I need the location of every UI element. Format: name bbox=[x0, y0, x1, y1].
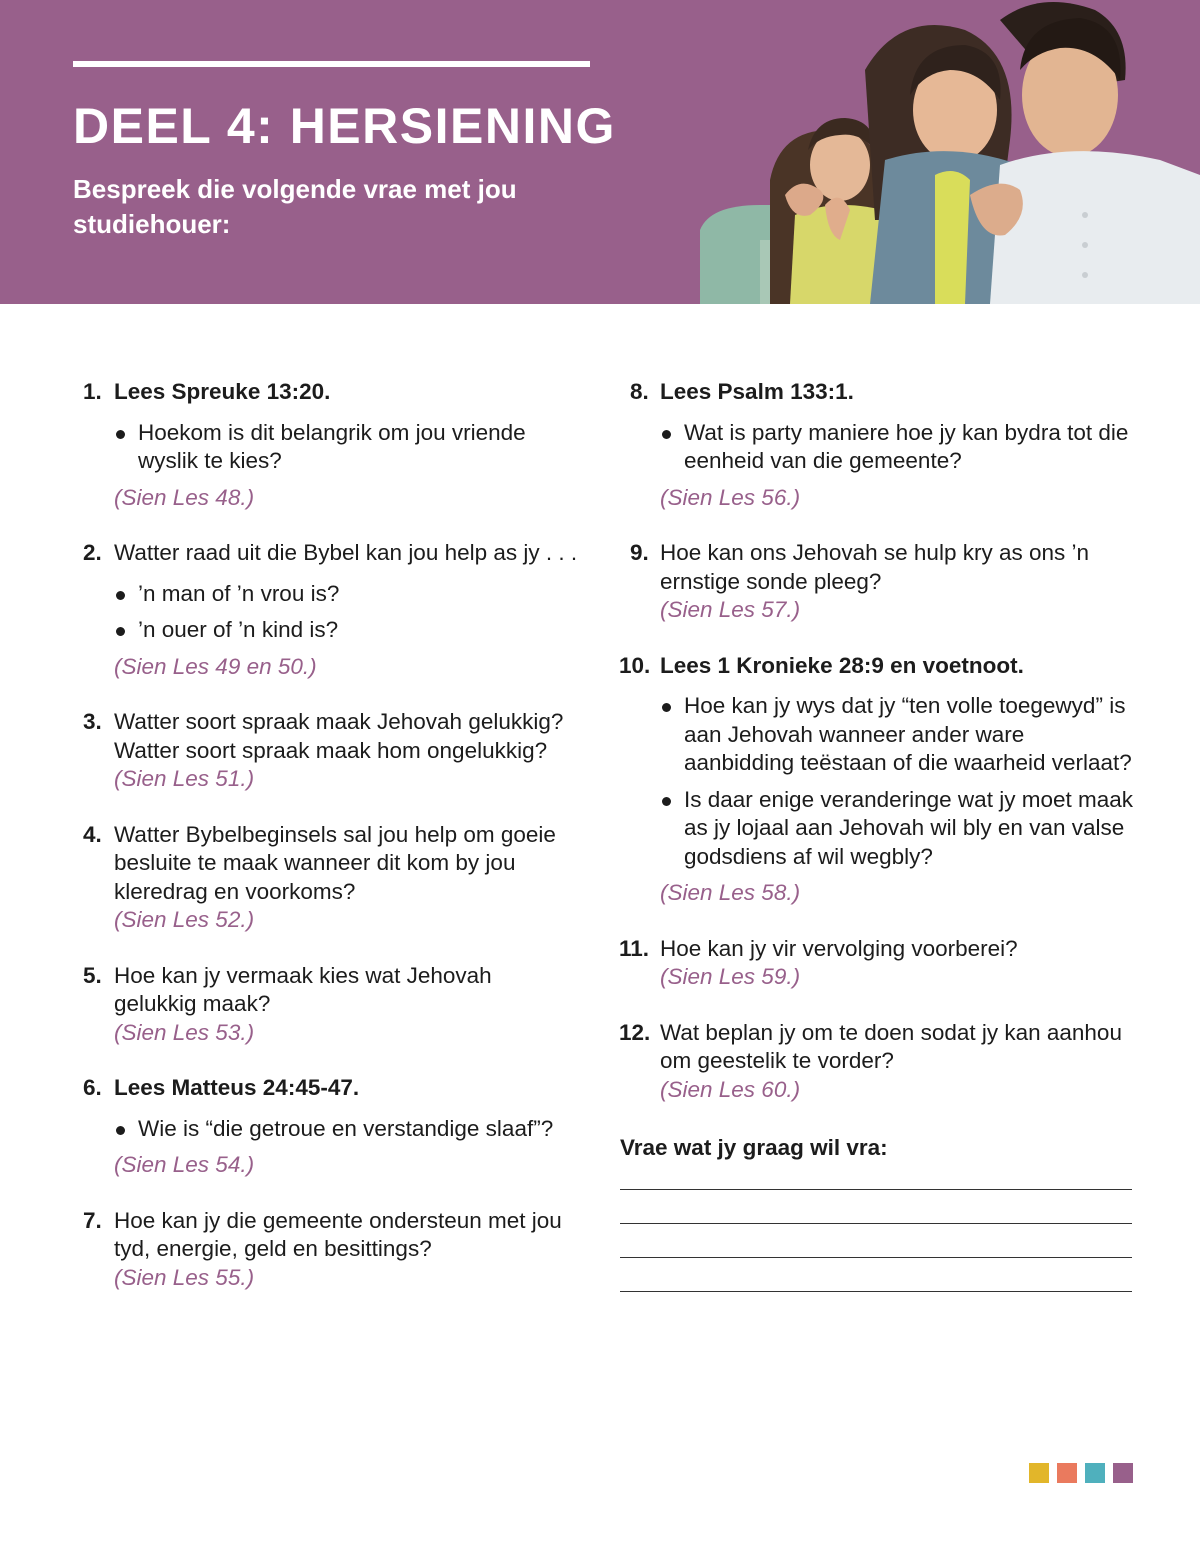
note-line[interactable] bbox=[620, 1291, 1132, 1292]
question-title: Wat beplan jy om te doen sodat jy kan aanhou om geestelik te vorder? bbox=[660, 1019, 1122, 1073]
question-7 bbox=[80, 1207, 580, 1293]
question-bullet: Wat is party maniere hoe jy kan bydra tot die eenheid van die gemeente? bbox=[660, 419, 1136, 476]
page-title: DEEL 4: HERSIENING bbox=[73, 98, 616, 154]
question-bullet: Is daar enige veranderinge wat jy moet maak as jy lojaal aan Jehovah wil bly en van valse godsdiens af wil wegbly? bbox=[660, 786, 1136, 872]
question-title: Watter soort spraak maak Jehovah gelukkig? Watter soort spraak maak hom ongelukkig? bbox=[114, 709, 564, 763]
lesson-reference: (Sien Les 60.) bbox=[660, 1076, 801, 1102]
question-number: 4. bbox=[83, 821, 102, 847]
right-column bbox=[616, 378, 1136, 1292]
question-number: 2. bbox=[83, 540, 102, 565]
question-title: Hoe kan jy die gemeente ondersteun met jou tyd, energie, geld en besittings? bbox=[114, 1207, 562, 1261]
question-bullet: ’n ouer of ’n kind is? bbox=[114, 616, 580, 645]
question-12 bbox=[616, 1019, 1136, 1105]
lesson-reference: (Sien Les 58.) bbox=[660, 880, 801, 905]
header-rule bbox=[73, 61, 590, 67]
question-3 bbox=[80, 708, 580, 794]
question-bullet: Hoekom is dit belangrik om jou vriende wyslik te kies? bbox=[114, 419, 580, 476]
question-6 bbox=[80, 1074, 580, 1180]
note-line[interactable] bbox=[620, 1257, 1132, 1258]
question-5 bbox=[80, 962, 580, 1048]
family-praying-illustration bbox=[700, 0, 1200, 304]
question-title: Watter raad uit die Bybel kan jou help as jy . . . bbox=[114, 540, 578, 565]
question-number: 3. bbox=[83, 709, 102, 734]
question-title: Hoe kan jy vir vervolging voorberei? bbox=[660, 935, 1018, 961]
notes-lines bbox=[616, 1189, 1136, 1292]
question-number: 5. bbox=[83, 962, 102, 988]
question-bullet: Wie is “die getroue en verstandige slaaf”? bbox=[114, 1115, 580, 1144]
question-title: Hoe kan ons Jehovah se hulp kry as ons ’n ernstige sonde pleeg? bbox=[660, 540, 1090, 594]
question-title: Lees Matteus 24:45-47. bbox=[114, 1075, 360, 1100]
question-title: Hoe kan jy vermaak kies wat Jehovah gelukkig maak? bbox=[114, 962, 492, 1016]
lesson-reference: (Sien Les 54.) bbox=[114, 1152, 255, 1177]
question-number: 12. bbox=[619, 1019, 651, 1045]
page-subtitle: Bespreek die volgende vrae met jou studiehouer: bbox=[73, 174, 517, 239]
question-4 bbox=[80, 821, 580, 935]
question-number: 1. bbox=[83, 379, 102, 404]
left-column bbox=[80, 378, 580, 1319]
lesson-reference: (Sien Les 59.) bbox=[660, 964, 801, 989]
lesson-reference: (Sien Les 49 en 50.) bbox=[114, 653, 317, 679]
question-2 bbox=[80, 539, 580, 681]
note-line[interactable] bbox=[620, 1189, 1132, 1190]
note-line[interactable] bbox=[620, 1223, 1132, 1224]
question-title: Watter Bybelbeginsels sal jou help om goeie besluite te maak wanneer dit kom by jou kleredrag en voorkoms? bbox=[114, 821, 556, 904]
question-number: 10. bbox=[619, 652, 651, 678]
question-number: 6. bbox=[83, 1075, 102, 1100]
question-8 bbox=[616, 378, 1136, 512]
header-banner bbox=[0, 0, 1200, 304]
question-11 bbox=[616, 935, 1136, 992]
lesson-reference: (Sien Les 55.) bbox=[114, 1264, 255, 1290]
notes-title: Vrae wat jy graag wil vra: bbox=[620, 1135, 888, 1160]
question-9 bbox=[616, 539, 1136, 625]
lesson-reference: (Sien Les 57.) bbox=[660, 597, 801, 622]
question-number: 11. bbox=[619, 935, 650, 961]
question-bullet: Hoe kan jy wys dat jy “ten volle toegewyd” is aan Jehovah wanneer ander ware aanbidding teëstaan of die waarheid verlaat? bbox=[660, 692, 1136, 778]
lesson-reference: (Sien Les 52.) bbox=[114, 907, 255, 932]
question-number: 7. bbox=[83, 1207, 102, 1233]
question-number: 9. bbox=[630, 540, 649, 565]
color-square bbox=[1113, 1463, 1133, 1483]
lesson-reference: (Sien Les 56.) bbox=[660, 484, 801, 510]
lesson-reference: (Sien Les 51.) bbox=[114, 766, 255, 791]
color-square bbox=[1057, 1463, 1077, 1483]
color-square bbox=[1029, 1463, 1049, 1483]
question-bullet: ’n man of ’n vrou is? bbox=[114, 580, 580, 609]
question-title: Lees 1 Kronieke 28:9 en voetnoot. bbox=[660, 652, 1024, 678]
color-square bbox=[1085, 1463, 1105, 1483]
question-10 bbox=[616, 652, 1136, 908]
question-1 bbox=[80, 378, 580, 512]
lesson-reference: (Sien Les 53.) bbox=[114, 1019, 255, 1045]
question-number: 8. bbox=[630, 379, 649, 404]
question-title: Lees Spreuke 13:20. bbox=[114, 379, 331, 404]
lesson-reference: (Sien Les 48.) bbox=[114, 484, 255, 510]
question-title: Lees Psalm 133:1. bbox=[660, 379, 854, 404]
